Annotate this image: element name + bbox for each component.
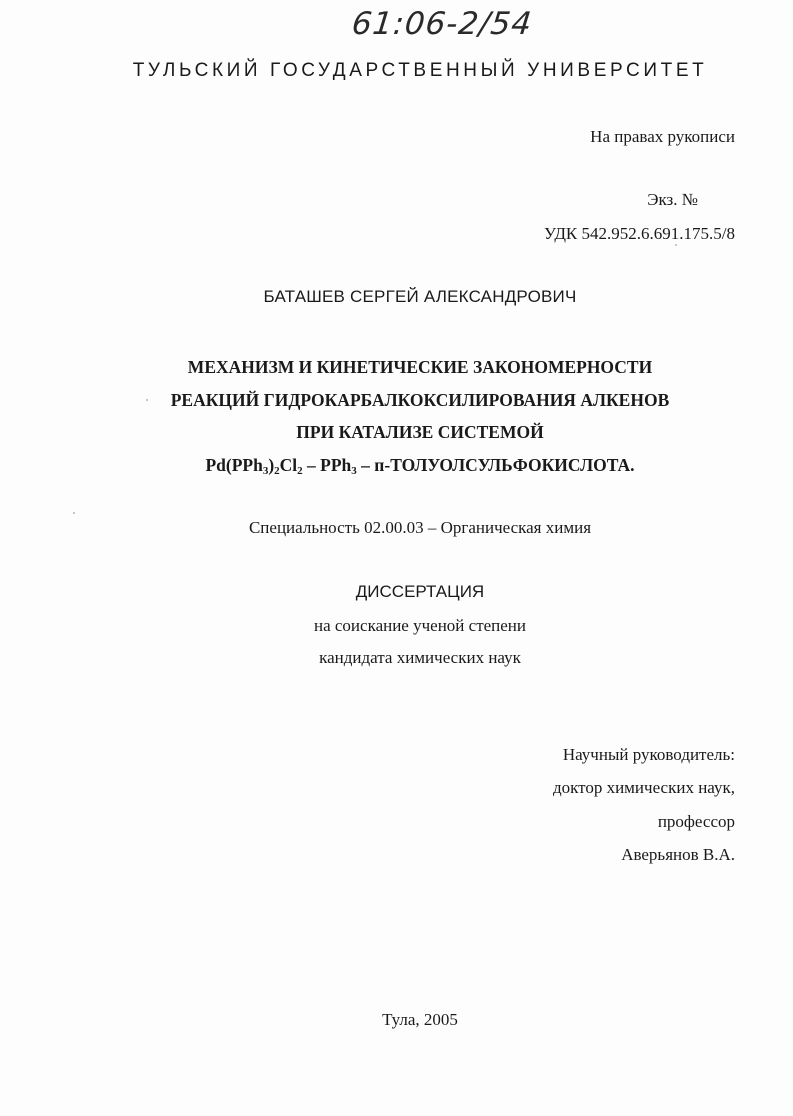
dissertation-title [0, 351, 793, 481]
city-and-year: Тула, 2005 [382, 1010, 458, 1029]
university-name: ТУЛЬСКИЙ ГОСУДАРСТВЕННЫЙ УНИВЕРСИТЕТ [132, 60, 708, 81]
title-line-3: ПРИ КАТАЛИЗЕ СИСТЕМОЙ [296, 422, 544, 442]
supervisor-name: Аверьянов В.А. [621, 845, 735, 864]
title-line-2: РЕАКЦИЙ ГИДРОКАРБАЛКОКСИЛИРОВАНИЯ АЛКЕНОВ [170, 389, 670, 410]
scan-speck [146, 399, 148, 401]
supervisor-label: Научный руководитель: [562, 745, 735, 764]
scan-speck [73, 512, 75, 514]
specialty: Специальность 02.00.03 – Органическая химия [248, 518, 592, 537]
udc-code: УДК 542.952.6.691.175.5/8 [544, 224, 735, 243]
manuscript-rights-note: На правах рукописи [590, 127, 735, 146]
scan-speck [675, 244, 677, 246]
degree-line-1: на соискание ученой степени [313, 616, 527, 635]
title-line-4-catalyst-formula: $Pd(PPh_3)_2Cl_2 - PPh_3$ – п-ТОЛУОЛСУЛЬФОКИСЛОТА. [205, 454, 635, 477]
title-line-1: МЕХАНИЗМ И КИНЕТИЧЕСКИЕ ЗАКОНОМЕРНОСТИ [187, 357, 653, 377]
supervisor-degree: доктор химических наук, [552, 778, 735, 797]
copy-number: Экз. № [647, 190, 698, 209]
author-name: БАТАШЕВ СЕРГЕЙ АЛЕКСАНДРОВИЧ [263, 287, 577, 306]
archive-handwritten-mark: 61:06-2/54 [350, 6, 535, 42]
supervisor-title: профессор [657, 812, 735, 831]
degree-line-2: кандидата химических наук [319, 648, 521, 667]
work-type: ДИССЕРТАЦИЯ [355, 582, 485, 601]
